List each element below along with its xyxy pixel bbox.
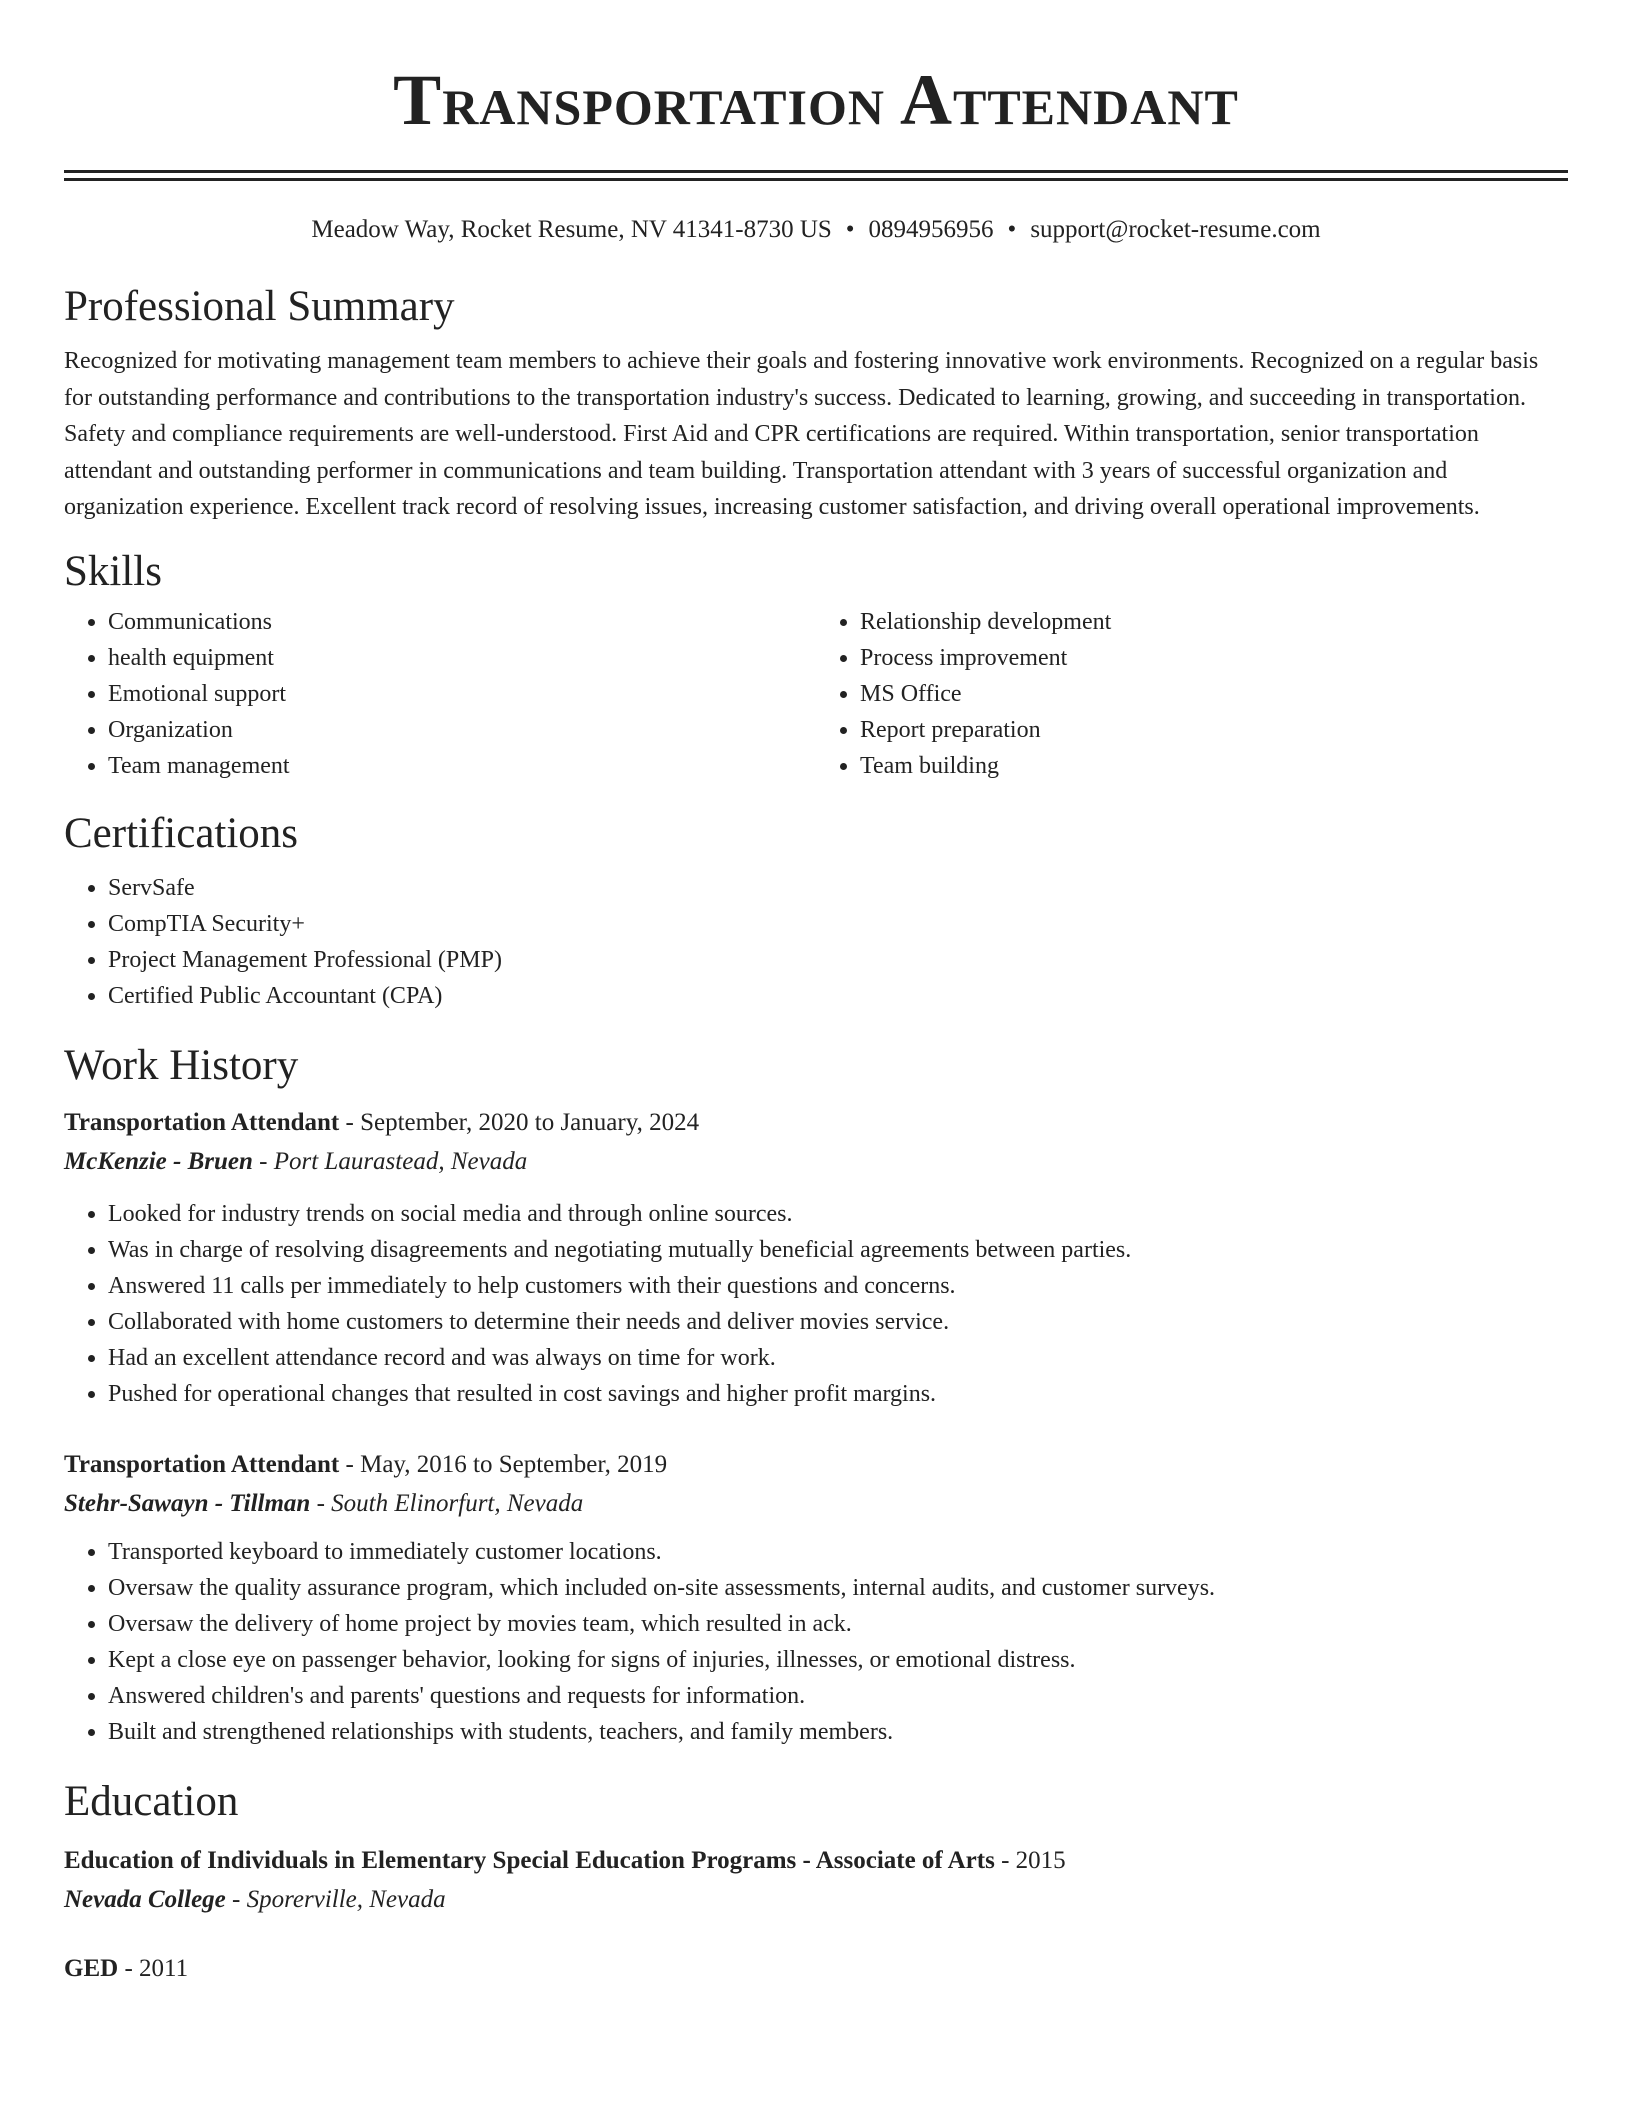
summary-text: Recognized for motivating management team members to achieve their goals and fostering innovative work environments. Recognized on a regular basis for outstanding performance and contributions to the transportation industry's success. Dedicated to learning, growing, and succeeding in transportation. Safety and compliance requirements are well-understood. First Aid and CPR certifications are required. Within transportation, senior transportation attendant and outstanding performer in communications and team building. Transportation attendant with 3 years of successful organization and organization experience. Excellent track record of resolving issues, increasing customer satisfaction, and driving overall operational improvements. (64, 348, 1539, 520)
education-degree: GED (64, 1954, 119, 1982)
skill-item: • Report preparation (860, 712, 1568, 748)
title-divider (64, 170, 1568, 181)
job-bullet: • Transported keyboard to immediately customer locations. (108, 1534, 1568, 1570)
job-dates: - September, 2020 to January, 2024 (339, 1108, 700, 1136)
work-history-heading: Work History (64, 1041, 299, 1089)
education-school: Nevada College (64, 1885, 226, 1913)
summary-heading: Professional Summary (64, 283, 455, 330)
skill-item: • Process improvement (860, 640, 1568, 676)
job-location: - South Elinorfurt, Nevada (310, 1489, 584, 1517)
job-company-line (64, 1484, 1568, 1524)
skill-item: • Communications (108, 604, 816, 640)
job-bullet: • Answered 11 calls per immediately to help customers with their questions and concerns. (108, 1268, 1568, 1304)
skills-column-left (64, 604, 816, 784)
certification-item: • CompTIA Security+ (108, 906, 1568, 942)
job-title: Transportation Attendant (64, 1108, 340, 1136)
certifications-list (64, 870, 1568, 1014)
job-company-line (64, 1142, 1568, 1182)
job-company: McKenzie - Bruen (64, 1147, 253, 1175)
education-heading: Education (64, 1777, 239, 1825)
certification-item: • Certified Public Accountant (CPA) (108, 978, 1568, 1014)
certification-item: • ServSafe (108, 870, 1568, 906)
education-school-line (64, 1880, 1568, 1920)
contact-separator: • (845, 216, 855, 243)
job-location: - Port Laurastead, Nevada (252, 1147, 528, 1175)
education-year: - 2015 (994, 1846, 1066, 1874)
contact-address: Meadow Way, Rocket Resume, NV 41341-8730 US (311, 216, 832, 243)
skill-item: • MS Office (860, 676, 1568, 712)
contact-email: support@rocket-resume.com (1030, 216, 1321, 243)
certification-item: • Project Management Professional (PMP) (108, 942, 1568, 978)
job-bullet: • Had an excellent attendance record and was always on time for work. (108, 1340, 1568, 1376)
job-dates: - May, 2016 to September, 2019 (339, 1450, 668, 1478)
job-bullets (64, 1534, 1568, 1750)
job-bullet: • Was in charge of resolving disagreements and negotiating mutually beneficial agreements between parties. (108, 1232, 1568, 1268)
skill-item: • Emotional support (108, 676, 816, 712)
job-bullets (64, 1196, 1568, 1412)
certifications-heading: Certifications (64, 809, 299, 857)
education-entry (64, 1950, 1568, 1988)
education-entry (64, 1842, 1568, 1920)
education-location: - Sporerville, Nevada (225, 1885, 446, 1913)
skill-item: • Organization (108, 712, 816, 748)
job-bullet: • Collaborated with home customers to determine their needs and deliver movies service. (108, 1304, 1568, 1340)
skill-item: • Relationship development (860, 604, 1568, 640)
education-degree: Education of Individuals in Elementary Special Education Programs - Associate of Arts (64, 1846, 995, 1874)
skills-list (64, 604, 1568, 784)
education-degree-line (64, 1950, 1568, 1988)
skill-item: • Team building (860, 748, 1568, 784)
skills-column-right (816, 604, 1568, 784)
education-year: - 2011 (118, 1954, 189, 1982)
contact-phone: 0894956956 (868, 216, 994, 243)
skill-item: • Team management (108, 748, 816, 784)
job-entry (64, 1104, 1568, 1412)
job-title-line (64, 1104, 1568, 1142)
job-title: Transportation Attendant (64, 1450, 340, 1478)
job-bullet: • Pushed for operational changes that resulted in cost savings and higher profit margins. (108, 1376, 1568, 1412)
job-bullet: • Oversaw the delivery of home project by movies team, which resulted in ack. (108, 1606, 1568, 1642)
job-bullet: • Built and strengthened relationships with students, teachers, and family members. (108, 1714, 1568, 1750)
resume-title: Transportation Attendant (393, 60, 1239, 140)
job-bullet: • Oversaw the quality assurance program, which included on-site assessments, internal audits, and customer surveys. (108, 1570, 1568, 1606)
job-title-line (64, 1446, 1568, 1484)
contact-separator: • (1007, 216, 1017, 243)
job-company: Stehr-Sawayn - Tillman (64, 1489, 311, 1517)
skills-heading: Skills (64, 547, 162, 595)
job-bullet: • Kept a close eye on passenger behavior, looking for signs of injuries, illnesses, or emotional distress. (108, 1642, 1568, 1678)
contact-line (64, 213, 1568, 247)
job-bullet: • Answered children's and parents' questions and requests for information. (108, 1678, 1568, 1714)
skill-item: • health equipment (108, 640, 816, 676)
education-degree-line (64, 1842, 1568, 1880)
job-entry (64, 1446, 1568, 1750)
job-bullet: • Looked for industry trends on social media and through online sources. (108, 1196, 1568, 1232)
